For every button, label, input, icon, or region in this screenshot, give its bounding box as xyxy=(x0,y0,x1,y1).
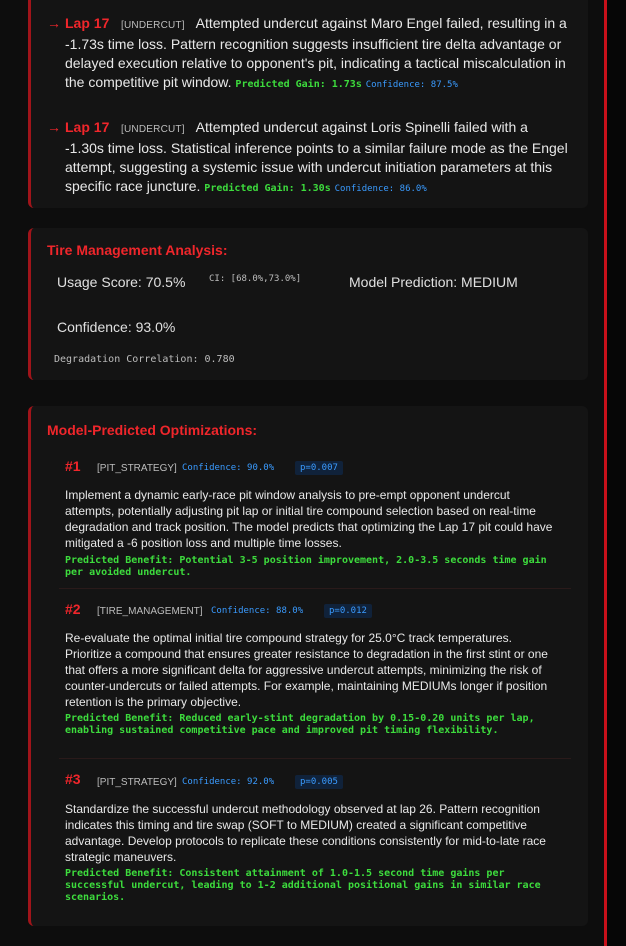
arrow-right-icon: → xyxy=(47,15,61,31)
predicted-benefit: Predicted Benefit: Consistent attainment of 1.0-1.5 second time gains per successful undercut, leading to 1-2 additional positional gains in similar race scenarios. xyxy=(65,868,541,903)
confidence-value: Confidence: 86.0% xyxy=(334,184,427,194)
predicted-benefit: Predicted Benefit: Potential 3-5 position improvement, 2.0-3.5 seconds time gain per avoided undercut. xyxy=(65,555,547,578)
optimization-category: [PIT_STRATEGY] xyxy=(97,463,177,474)
undercut-text: Attempted undercut against Maro Engel failed, resulting in a -1.73s time loss. Pattern recognition suggests insufficient tire delta advantage or delayed execution relative to opponent's pit, indicating a tactical miscalculation in the competitive pit window. xyxy=(65,15,567,90)
optimization-category: [TIRE_MANAGEMENT] xyxy=(97,606,203,617)
optimization-number: #3 xyxy=(65,771,81,787)
confidence-interval: CI: [68.0%,73.0%] xyxy=(209,274,302,284)
optimization-confidence: Confidence: 92.0% xyxy=(182,777,275,787)
undercut-item-1 xyxy=(47,14,570,95)
tire-management-card xyxy=(28,228,588,380)
undercut-tag: [UNDERCUT] xyxy=(121,124,185,135)
optimization-text: Standardize the successful undercut methodology observed at lap 26. Pattern recognition indicates this timing and tire swap (SOFT to MEDIUM) created a significant competitive advantage. Develop protocols to replicate these conditions consistently for mid-to-late race strategic maneuvers. xyxy=(65,802,546,864)
section-title: Tire Management Analysis: xyxy=(47,242,228,258)
optimization-confidence: Confidence: 88.0% xyxy=(211,606,304,616)
optimization-number: #2 xyxy=(65,601,81,617)
optimization-text: Implement a dynamic early-race pit window analysis to pre-empt opponent undercut attempts, potentially adjusting pit lap or initial tire compound selection based on real-time degradation and track position. The model predicts that optimizing the Lap 17 pit could have mitigated a -6 position loss and multiple time losses. xyxy=(65,488,553,550)
predicted-gain: Predicted Gain: 1.30s xyxy=(204,183,331,194)
undercut-card xyxy=(28,0,588,208)
optimization-confidence: Confidence: 90.0% xyxy=(182,463,275,473)
undercut-text: Attempted undercut against Loris Spinelli failed with a -1.30s time loss. Statistical inference points to a similar failure mode as the Engel attempt, suggesting a systemic issue with undercut initiation parameters at this specific race juncture. xyxy=(65,119,568,194)
optimization-text: Re-evaluate the optimal initial tire compound strategy for 25.0°C track temperatures. Prioritize a compound that ensures greater resistance to degradation in the first stint or one that offers a more significant delta for aggressive undercut attempts, minimizing the risk of counter-undercuts or failed attempts. For example, maintaining MEDIUMs longer if position retention is the primary objective. xyxy=(65,631,548,709)
predicted-benefit: Predicted Benefit: Reduced early-stint degradation by 0.15-0.20 units per lap, enabling sustained competitive pace and improved pit timing flexibility. xyxy=(65,713,535,736)
p-value-badge: p=0.007 xyxy=(295,461,343,475)
scrollbar-track[interactable] xyxy=(607,0,626,946)
undercut-tag: [UNDERCUT] xyxy=(121,20,185,31)
tire-confidence: Confidence: 93.0% xyxy=(57,319,176,335)
divider xyxy=(59,758,571,759)
divider xyxy=(59,588,571,589)
predicted-gain: Predicted Gain: 1.73s xyxy=(235,79,362,90)
p-value-badge: p=0.005 xyxy=(295,775,343,789)
usage-score: Usage Score: 70.5% xyxy=(57,274,186,290)
optimization-number: #1 xyxy=(65,458,81,474)
confidence-value: Confidence: 87.5% xyxy=(365,80,458,90)
model-prediction: Model Prediction: MEDIUM xyxy=(349,274,518,290)
undercut-item-2 xyxy=(47,118,570,199)
lap-label: Lap 17 xyxy=(65,15,110,31)
arrow-right-icon: → xyxy=(47,119,61,135)
p-value-badge: p=0.012 xyxy=(324,604,372,618)
optimization-category: [PIT_STRATEGY] xyxy=(97,777,177,788)
optimizations-card xyxy=(28,406,588,926)
section-title: Model-Predicted Optimizations: xyxy=(47,422,258,438)
lap-label: Lap 17 xyxy=(65,119,110,135)
degradation-correlation: Degradation Correlation: 0.780 xyxy=(54,354,235,365)
